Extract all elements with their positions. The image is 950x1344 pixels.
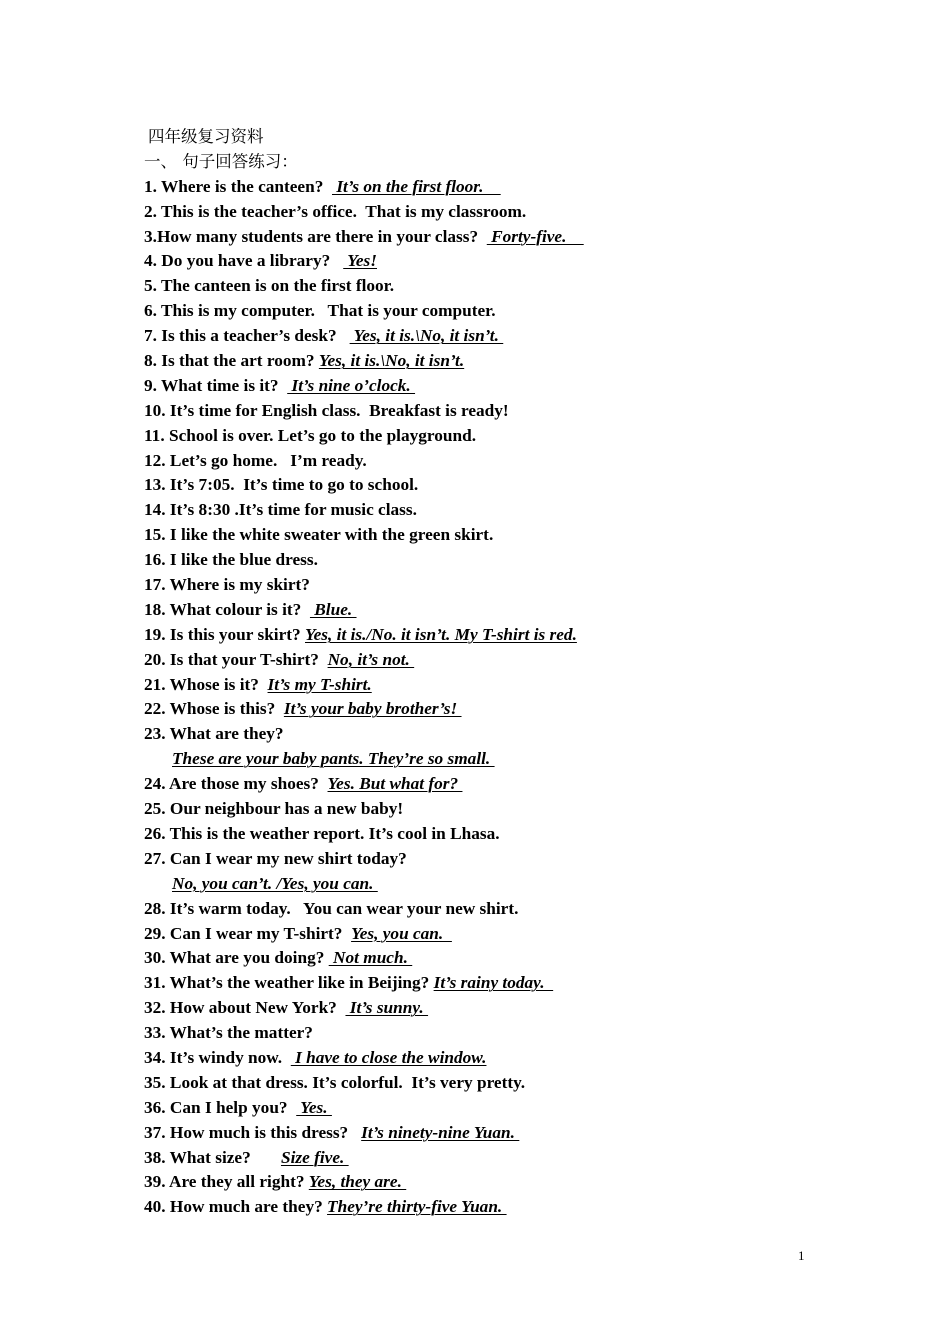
exercise-line [144,673,824,698]
exercise-line [144,200,824,225]
exercise-line [144,573,824,598]
exercise-line [144,523,824,548]
exercise-line [144,872,824,897]
question-text: 12. Let’s go home. I’m ready. [144,450,367,470]
answer-text: Not much. [328,948,413,968]
question-text: 6. This is my computer. That is your computer. [144,301,496,321]
exercise-line [144,722,824,747]
exercise-line [144,175,824,200]
question-text: 16. I like the blue dress. [144,550,318,570]
question-text: 14. It’s 8:30 .It’s time for music class. [144,500,417,520]
exercise-line [144,274,824,299]
question-text: 13. It’s 7:05. It’s time to go to school. [144,475,419,495]
exercise-line [144,1170,824,1195]
question-text: 30. What are you doing? [144,948,329,968]
question-text: 20. Is that your T-shirt? [144,649,328,669]
answer-text: Yes, they are. [308,1172,407,1192]
exercise-line [144,399,824,424]
question-text: 28. It’s warm today. You can wear your new shirt. [144,898,519,918]
question-text: 11. School is over. Let’s go to the playground. [144,425,477,445]
question-text: 7. Is this a teacher’s desk? [144,326,350,346]
question-text: 3.How many students are there in your class? [144,226,487,246]
exercise-line [144,747,824,772]
question-text: 4. Do you have a library? [144,251,344,271]
exercise-line [144,847,824,872]
answer-text: It’s your baby brother’s! [283,699,462,719]
exercise-line [144,249,824,274]
exercise-line [144,424,824,449]
answer-text: Yes, it is.\No, it isn’t. [349,326,504,346]
exercise-line [144,922,824,947]
question-text: 23. What are they? [144,724,284,744]
question-text: 36. Can I help you? [144,1097,297,1117]
answer-text: Yes. [296,1097,332,1117]
exercise-line [144,648,824,673]
answer-text: I have to close the window. [290,1047,487,1067]
section-heading: 一、 句子回答练习： [144,151,298,171]
answer-text: They’re thirty-five Yuan. [327,1197,507,1217]
question-text: 22. Whose is this? [144,699,284,719]
question-text: 17. Where is my skirt? [144,575,310,595]
answer-text: Yes, it is./No. it isn’t. My T-shirt is red. [305,624,577,644]
answer-text: Blue. [309,599,357,619]
answer-text: It’s nine o’clock. [287,375,416,395]
answer-text: No, you can’t. /Yes, you can. [172,873,378,893]
question-text: 40. How much are they? [144,1197,328,1217]
exercise-line [144,498,824,523]
question-text: 26. This is the weather report. It’s cool in Lhasa. [144,823,500,843]
exercise-line [144,374,824,399]
exercise-line [144,1071,824,1096]
answer-text: It’s my T-shirt. [267,674,372,694]
exercise-line [144,324,824,349]
exercise-line [144,349,824,374]
answer-text: Yes, you can. [351,923,452,943]
question-text: 34. It’s windy now. [144,1047,291,1067]
question-text: 25. Our neighbour has a new baby! [144,799,404,819]
exercise-line [144,299,824,324]
question-text: 1. Where is the canteen? [144,176,332,196]
exercise-list [144,175,824,1220]
exercise-line [144,996,824,1021]
exercise-line [144,1021,824,1046]
exercise-line [144,449,824,474]
exercise-line [144,897,824,922]
document-content [144,125,824,1220]
exercise-line [144,1096,824,1121]
question-text: 29. Can I wear my T-shirt? [144,923,352,943]
question-text: 32. How about New York? [144,998,346,1018]
answer-text: Forty-five. [486,226,584,246]
question-text: 27. Can I wear my new shirt today? [144,848,407,868]
question-text: 2. This is the teacher’s office. That is my classroom. [144,201,527,221]
answer-text: Yes, it is.\No, it isn’t. [318,351,465,371]
question-text: 5. The canteen is on the first floor. [144,276,395,296]
question-text: 38. What size? [144,1147,281,1167]
exercise-line [144,1046,824,1071]
question-text: 37. How much is this dress? [144,1122,362,1142]
exercise-line [144,1146,824,1171]
question-text: 35. Look at that dress. It’s colorful. It’s very pretty. [144,1072,526,1092]
exercise-line [144,623,824,648]
exercise-line [144,946,824,971]
exercise-line [144,1121,824,1146]
question-text: 24. Are those my shoes? [144,774,328,794]
exercise-line [144,971,824,996]
answer-text: It’s sunny. [345,998,429,1018]
answer-text: These are your baby pants. They’re so small. [172,749,495,769]
exercise-line [144,797,824,822]
question-text: 15. I like the white sweater with the green skirt. [144,525,494,545]
answer-text: Size five. [280,1147,349,1167]
exercise-line [144,225,824,250]
question-text: 9. What time is it? [144,375,288,395]
question-text: 33. What’s the matter? [144,1023,313,1043]
question-text: 18. What colour is it? [144,599,310,619]
exercise-line [144,697,824,722]
exercise-line [144,822,824,847]
question-text: 21. Whose is it? [144,674,268,694]
answer-text: Yes. But what for? [327,774,463,794]
exercise-line [144,548,824,573]
question-text: 19. Is this your skirt? [144,624,305,644]
answer-text: No, it’s not. [327,649,415,669]
question-text: 39. Are they all right? [144,1172,309,1192]
exercise-line [144,1195,824,1220]
page-number: 1 [798,1248,805,1263]
answer-text: It’s ninety-nine Yuan. [361,1122,520,1142]
document-title: 四年级复习资料 [148,127,264,146]
question-text: 8. Is that the art room? [144,351,319,371]
answer-text: Yes! [343,251,377,271]
exercise-line [144,473,824,498]
question-text: 31. What’s the weather like in Beijing? [144,973,434,993]
answer-text: It’s rainy today. [433,973,554,993]
answer-text: It’s on the first floor. [332,176,501,196]
exercise-line [144,598,824,623]
question-text: 10. It’s time for English class. Breakfast is ready! [144,400,509,420]
exercise-line [144,772,824,797]
